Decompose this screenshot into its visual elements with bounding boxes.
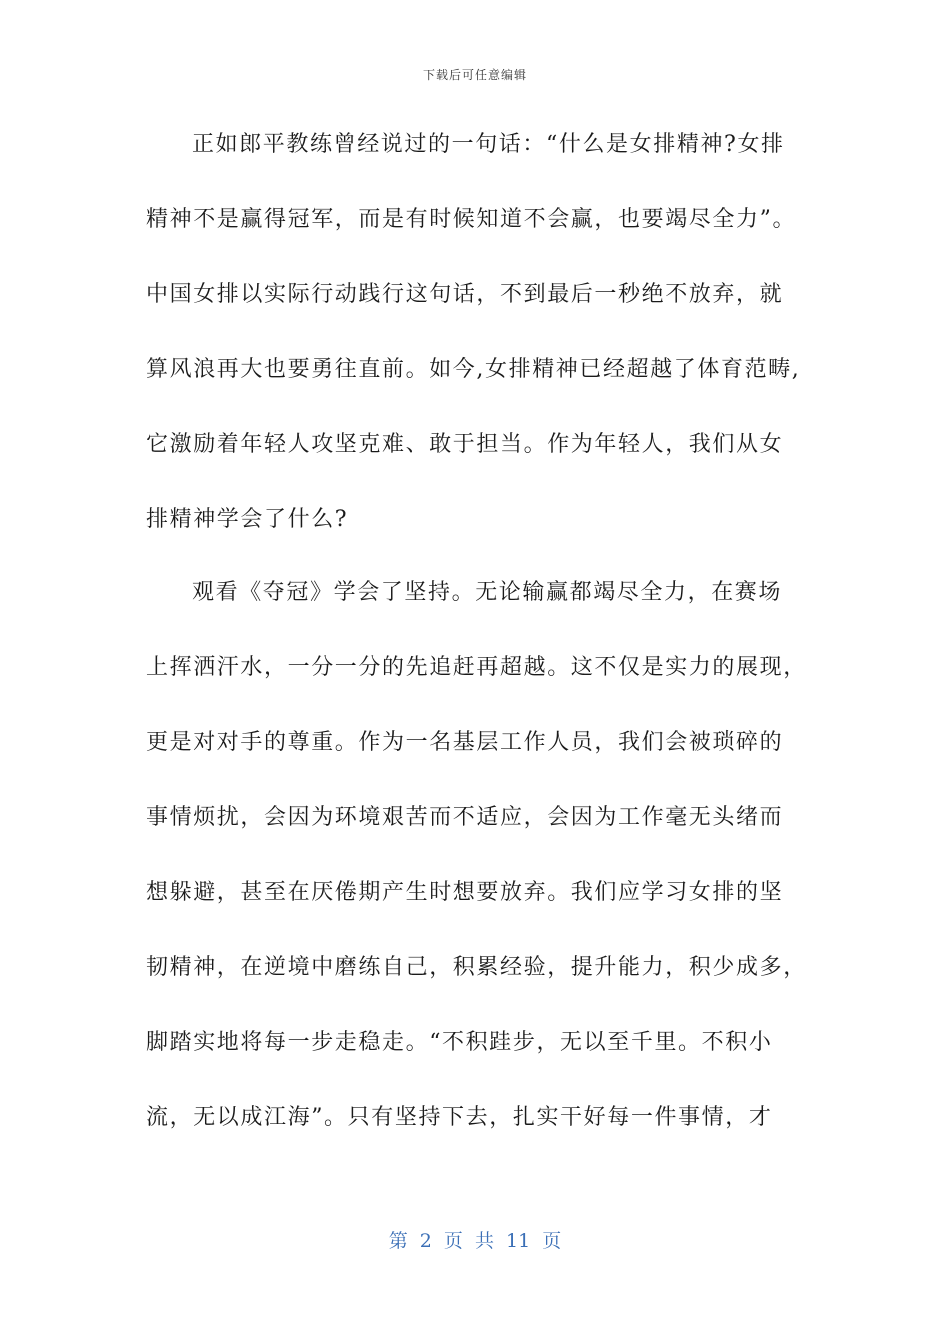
paragraph-2-line-8: 流，无以成江海”。只有坚持下去，扎实干好每一件事情，才 xyxy=(146,1105,773,1130)
paragraph-2-line-6: 韧精神，在逆境中磨练自己，积累经验，提升能力，积少成多， xyxy=(146,955,807,980)
paragraph-2-line-3: 更是对对手的尊重。作为一名基层工作人员，我们会被琐碎的 xyxy=(146,730,784,755)
paragraph-1-line-4: 算风浪再大也要勇往直前。如今,女排精神已经超越了体育范畴, xyxy=(146,357,801,382)
page-number-footer: 第 2 页 共 11 页 xyxy=(388,1230,562,1252)
paragraph-2-line-4: 事情烦扰，会因为环境艰苦而不适应，会因为工作毫无头绪而 xyxy=(146,805,784,830)
page-header: 下载后可任意编辑 xyxy=(422,68,527,82)
paragraph-2-line-5: 想躲避，甚至在厌倦期产生时想要放弃。我们应学习女排的坚 xyxy=(146,880,784,905)
paragraph-1-line-3: 中国女排以实际行动践行这句话，不到最后一秒绝不放弃，就 xyxy=(146,282,784,307)
paragraph-2-line-7: 脚踏实地将每一步走稳走。“不积跬步，无以至千里。不积小 xyxy=(146,1030,773,1055)
paragraph-2-line-2: 上挥洒汗水，一分一分的先追赶再超越。这不仅是实力的展现， xyxy=(146,655,807,680)
paragraph-1-line-5: 它激励着年轻人攻坚克难、敢于担当。作为年轻人，我们从女 xyxy=(146,432,784,457)
paragraph-2-line-1: 观看《夺冠》学会了坚持。无论输赢都竭尽全力，在赛场 xyxy=(192,580,783,605)
paragraph-1-line-6: 排精神学会了什么? xyxy=(146,507,349,532)
paragraph-1-line-1: 正如郎平教练曾经说过的一句话：“什么是女排精神?女排 xyxy=(192,132,785,157)
paragraph-1-line-2: 精神不是赢得冠军，而是有时候知道不会赢，也要竭尽全力”。 xyxy=(146,207,797,232)
